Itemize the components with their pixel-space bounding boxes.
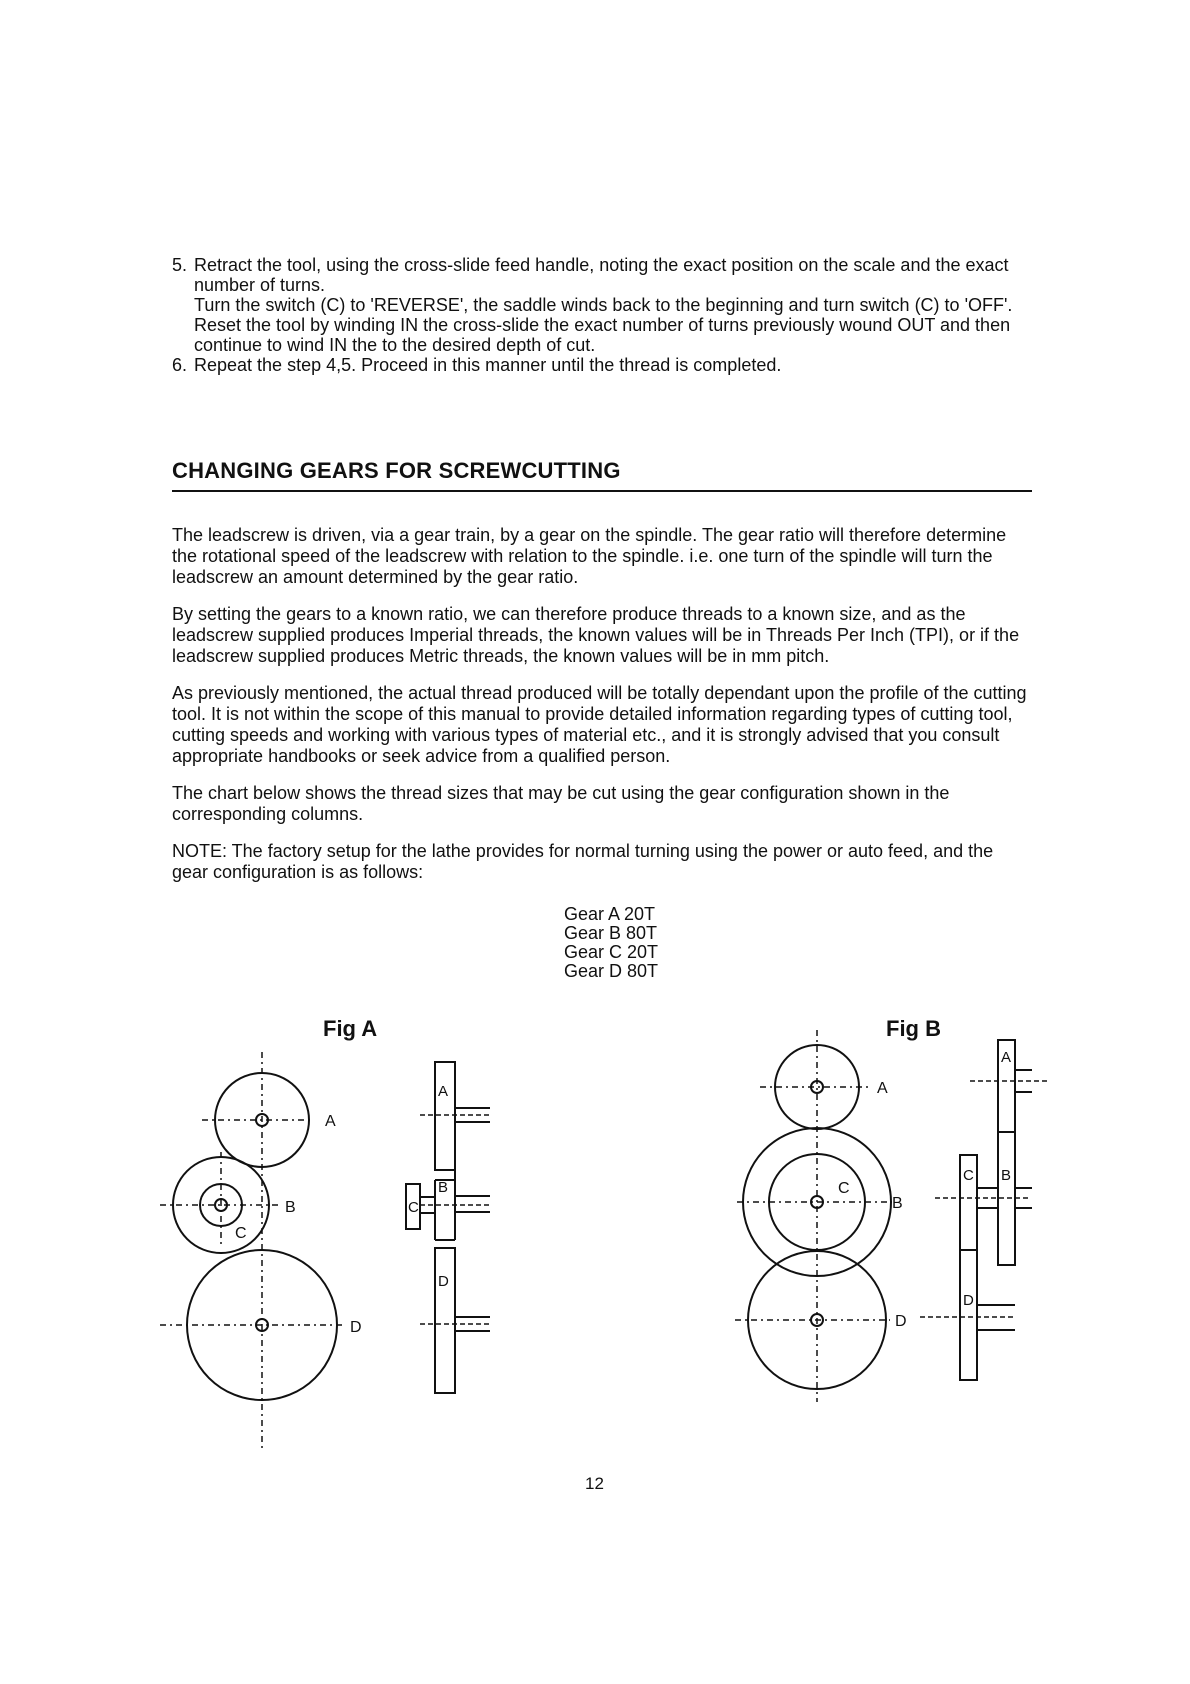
- fig-a-label-a: A: [325, 1113, 336, 1130]
- fig-b-side-label-a: A: [1001, 1049, 1012, 1066]
- step-number: 5.: [172, 255, 188, 275]
- gear-c-d-side: [960, 1155, 977, 1380]
- paragraph: By setting the gears to a known ratio, we can therefore produce threads to a known size, and as the leadscrew supplied produces Imperial threads, the known values will be in Threads Per Inch (TPI), or if the leadscrew supplied produces Metric threads, the known values will be in mm pitch.: [172, 604, 1020, 666]
- gear-d-side: [435, 1248, 455, 1393]
- fig-a-label-d: D: [350, 1319, 362, 1336]
- gear-config-item: Gear B 80T: [564, 923, 658, 943]
- step-line: Reset the tool by winding IN the cross-slide the exact number of turns previously wound OUT and then continue to wind IN the to the desired depth of cut.: [194, 315, 1011, 355]
- gear-config-item: Gear C 20T: [564, 942, 659, 962]
- step-number: 6.: [172, 355, 188, 375]
- paragraph: The chart below shows the thread sizes that may be cut using the gear configuration shown in the corresponding columns.: [172, 783, 950, 824]
- paragraph: NOTE: The factory setup for the lathe provides for normal turning using the power or auto feed, and the gear configuration is as follows:: [172, 841, 994, 882]
- gear-config-item: Gear D 80T: [564, 961, 659, 981]
- fig-b-label-c: C: [838, 1180, 850, 1197]
- fig-b-side-label-d: D: [963, 1292, 974, 1309]
- fig-a-diagram: [160, 1052, 490, 1448]
- paragraph: As previously mentioned, the actual thread produced will be totally dependant upon the profile of the cutting tool. It is not within the scope of this manual to provide detailed information regarding types of cutting tool, cutting speeds and working with various types of material etc., and it is strongly advised that you consult appropriate handbooks or seek advice from a qualified person.: [172, 683, 1027, 766]
- gear-a-b-side: [998, 1040, 1015, 1265]
- fig-b-title: Fig B: [886, 1016, 941, 1041]
- fig-a-side-label-a: A: [438, 1083, 449, 1100]
- fig-b-label-d: D: [895, 1313, 907, 1330]
- gear-config-item: Gear A 20T: [564, 904, 656, 924]
- gear-a-side: [435, 1062, 455, 1170]
- paragraph: The leadscrew is driven, via a gear train, by a gear on the spindle. The gear ratio will therefore determine the rotational speed of the leadscrew with relation to the spindle. i.e. one turn of the spindle will turn the leadscrew an amount determined by the gear ratio.: [172, 525, 1007, 587]
- fig-a-side-label-c: C: [408, 1199, 419, 1216]
- fig-a-label-c: C: [235, 1225, 247, 1242]
- page-number: 12: [585, 1474, 604, 1493]
- fig-a-side-label-d: D: [438, 1273, 449, 1290]
- fig-b-label-b: B: [892, 1195, 903, 1212]
- step-line: Retract the tool, using the cross-slide feed handle, noting the exact position on the scale and the exact number of turns.: [194, 255, 1009, 295]
- fig-a-title: Fig A: [323, 1016, 378, 1041]
- section-heading: CHANGING GEARS FOR SCREWCUTTING: [172, 458, 621, 483]
- fig-a-side-label-b: B: [438, 1179, 449, 1196]
- step-line: Repeat the step 4,5. Proceed in this manner until the thread is completed.: [194, 355, 782, 375]
- fig-b-label-a: A: [877, 1080, 888, 1097]
- fig-a-label-b: B: [285, 1199, 296, 1216]
- fig-b-side-label-b: B: [1001, 1167, 1012, 1184]
- fig-b-diagram: [735, 1030, 1050, 1402]
- step-line: Turn the switch (C) to 'REVERSE', the saddle winds back to the beginning and turn switch (C) to 'OFF'.: [194, 295, 1013, 315]
- fig-b-side-label-c: C: [963, 1167, 974, 1184]
